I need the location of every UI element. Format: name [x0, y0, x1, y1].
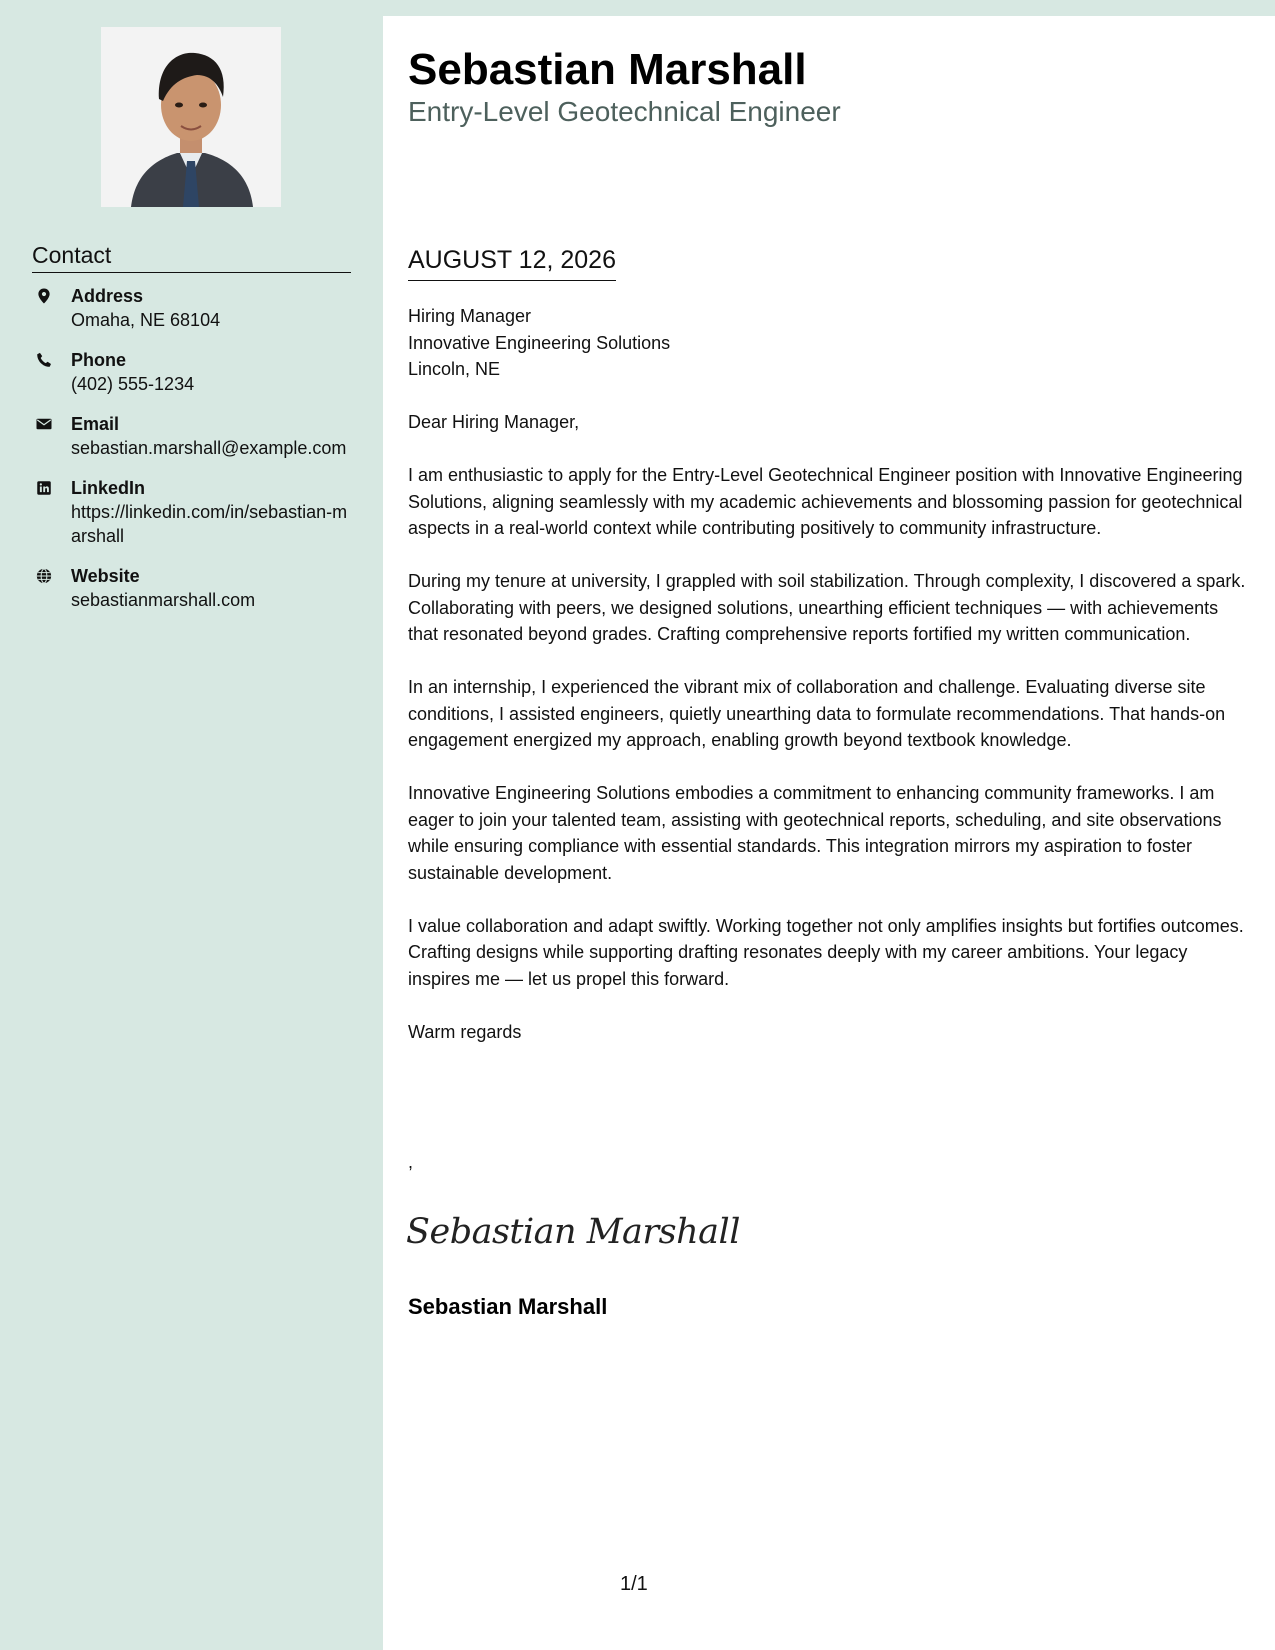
- salutation: Dear Hiring Manager,: [408, 412, 580, 432]
- signed-name: Sebastian Marshall: [408, 1294, 608, 1319]
- envelope-icon: [35, 415, 53, 433]
- globe-icon: [35, 567, 53, 585]
- linkedin-label: LinkedIn: [71, 478, 146, 498]
- paragraph: Innovative Engineering Solutions embodies a commitment to enhancing community frameworks. I am eager to join your talented team, assisting with geotechnical reports, scheduling, and site observations while ensuring compliance with essential standards. This integration mirrors my aspiration to foster sustainable development.: [408, 783, 1222, 883]
- contact-item-email: [32, 412, 352, 460]
- contact-heading: Contact: [32, 240, 351, 273]
- contact-item-website: [32, 564, 352, 612]
- closing: Warm regards: [408, 1021, 522, 1042]
- recipient-block: [408, 303, 1248, 383]
- letter-date: AUGUST 12, 2026: [408, 244, 616, 281]
- contact-item-address: [32, 284, 352, 332]
- location-pin-icon: [35, 287, 53, 305]
- phone-icon: [35, 351, 53, 369]
- closing-comma: ,: [408, 1152, 414, 1172]
- phone-label: Phone: [71, 350, 127, 370]
- handwritten-signature: Sebastian Marshall: [406, 1212, 740, 1252]
- job-title: Entry-Level Geotechnical Engineer: [408, 96, 841, 127]
- contact-list: [32, 284, 352, 628]
- letter-body: [408, 303, 1248, 1072]
- website-label: Website: [71, 566, 140, 586]
- paragraph: I value collaboration and adapt swiftly. Working together not only amplifies insights but fortifies outcomes. Crafting designs while supporting drafting resonates deeply with my career ambitions. Your legacy inspires me — let us propel this forward.: [408, 915, 1244, 989]
- email-label: Email: [71, 414, 120, 434]
- recipient-name: Hiring Manager: [408, 306, 532, 326]
- avatar: [101, 27, 281, 207]
- address-label: Address: [71, 286, 144, 306]
- paragraph: In an internship, I experienced the vibrant mix of collaboration and challenge. Evaluating diverse site conditions, I assisted engineers, quietly unearthing data to formulate recommendations. That hands-on engagement energized my approach, enabling growth beyond textbook knowledge.: [408, 677, 1226, 750]
- website-value: sebastianmarshall.com: [71, 590, 256, 610]
- paragraph: I am enthusiastic to apply for the Entry-Level Geotechnical Engineer position with Innovative Engineering Solutions, aligning seamlessly with my academic achievements and blossoming passion for geotechnical aspects in a real-world context while contributing positively to community infrastructure.: [408, 465, 1243, 538]
- contact-item-phone: [32, 348, 352, 396]
- candidate-name: Sebastian Marshall: [408, 45, 807, 94]
- contact-item-linkedin: [32, 476, 352, 548]
- address-value: Omaha, NE 68104: [71, 310, 221, 330]
- paragraph: During my tenure at university, I grappled with soil stabilization. Through complexity, I discovered a spark. Collaborating with peers, we designed solutions, unearthing efficient techniques — with achievements that resonated beyond grades. Crafting comprehensive reports fortified my written communication.: [408, 571, 1246, 644]
- recipient-location: Lincoln, NE: [408, 359, 501, 379]
- phone-value: (402) 555-1234: [71, 374, 195, 394]
- linkedin-value: https://linkedin.com/in/sebastian-marshall: [71, 502, 348, 546]
- page-number: 1/1: [620, 1573, 648, 1595]
- recipient-company: Innovative Engineering Solutions: [408, 332, 671, 353]
- linkedin-icon: [35, 479, 53, 497]
- email-value: sebastian.marshall@example.com: [71, 438, 347, 458]
